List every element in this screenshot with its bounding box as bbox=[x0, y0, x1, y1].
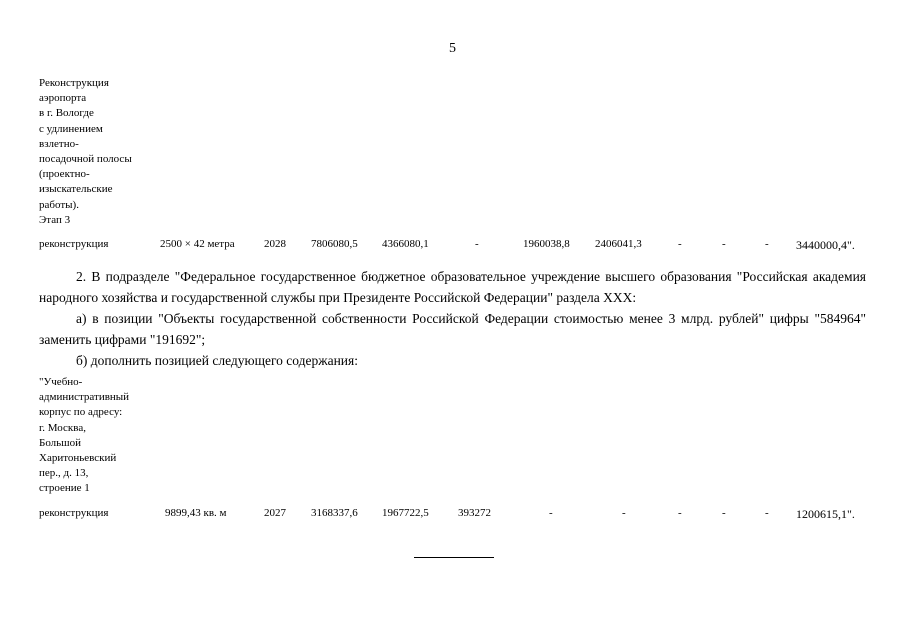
cell-value-8: - bbox=[765, 238, 769, 250]
cell-total: 3168337,6 bbox=[311, 507, 358, 519]
cell-value-4: - bbox=[549, 507, 553, 519]
cell-year: 2027 bbox=[264, 507, 286, 519]
cell-value-3: - bbox=[475, 238, 479, 250]
cell-value-last: 1200615,1". bbox=[796, 507, 855, 521]
cell-value-4: 1960038,8 bbox=[523, 238, 570, 250]
cell-value-5: - bbox=[622, 507, 626, 519]
cell-year: 2028 bbox=[264, 238, 286, 250]
entry-title-moscow-building: "Учебно- административный корпус по адресу: г. Москва, Большой Харитоньевский пер., д. 13, строение 1 bbox=[39, 376, 130, 495]
cell-value-5: 2406041,3 bbox=[595, 238, 642, 250]
cell-value-7: - bbox=[722, 238, 726, 250]
paragraph-subitem-b: б) дополнить позицией следующего содержания: bbox=[76, 353, 358, 368]
cell-value-2: 1967722,5 bbox=[382, 507, 429, 519]
cell-value-last: 3440000,4". bbox=[796, 238, 855, 252]
cell-value-7: - bbox=[722, 507, 726, 519]
cell-capacity: 9899,43 кв. м bbox=[165, 507, 227, 519]
cell-value-6: - bbox=[678, 507, 682, 519]
cell-total: 7806080,5 bbox=[311, 238, 358, 250]
page-number: 5 bbox=[449, 41, 456, 56]
paragraph-subitem-a: а) в позиции "Объекты государственной собственности Российской Федерации стоимостью менее 3 млрд. рублей" цифры "584964" заменить цифрами "191692"; bbox=[39, 311, 866, 347]
paragraph-item-2: 2. В подразделе "Федеральное государственное бюджетное образовательное учреждение высшего образования "Российская академия народного хозяйства и государственной службы при Президенте Российской Федерации" раздела ХХХ: bbox=[39, 269, 866, 305]
closing-divider bbox=[414, 557, 494, 558]
cell-value-3: 393272 bbox=[458, 507, 491, 519]
cell-work-type: реконструкция bbox=[39, 507, 109, 519]
entry-title-vologda-airport: Реконструкция аэропорта в г. Вологде с удлинением взлетно- посадочной полосы (проектно- изыскательские работы). Этап 3 bbox=[39, 77, 132, 226]
cell-value-6: - bbox=[678, 238, 682, 250]
cell-work-type: реконструкция bbox=[39, 238, 109, 250]
cell-value-2: 4366080,1 bbox=[382, 238, 429, 250]
cell-capacity: 2500 × 42 метра bbox=[160, 238, 235, 250]
cell-value-8: - bbox=[765, 507, 769, 519]
